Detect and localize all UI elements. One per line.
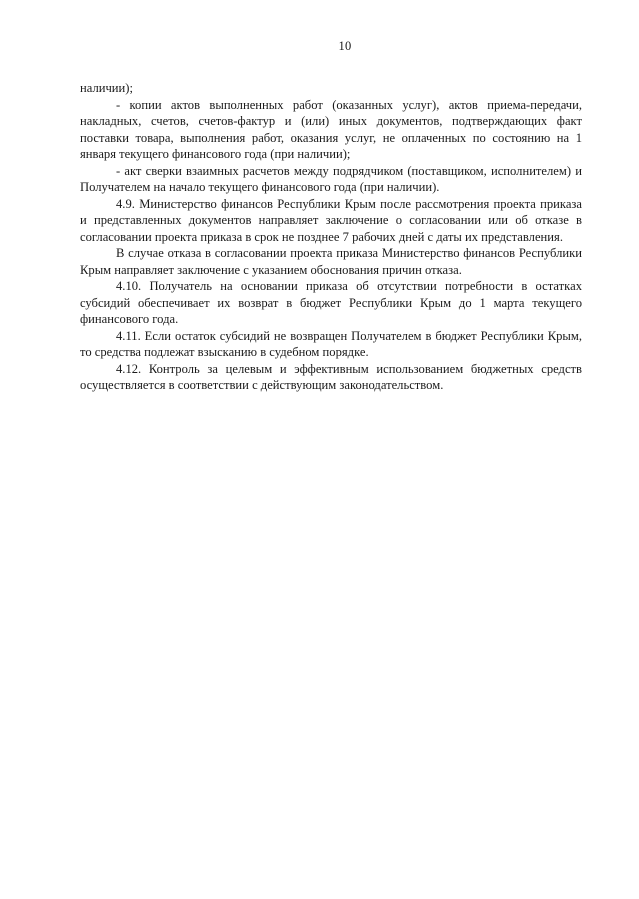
page-number: 10 [338,39,352,53]
paragraph-4-11: 4.11. Если остаток субсидий не возвращен Получателем в бюджет Республики Крым, то средства подлежат взысканию в судебном порядке. [80,328,582,359]
paragraph-acts-copies: - копии актов выполненных работ (оказанных услуг), актов приема-передачи, накладных, счетов, счетов-фактур и (или) иных документов, подтверждающих факт поставки товара, выполнения работ, оказания услуг, не оплаченных по состоянию на 1 января текущего финансового года (при наличии); [80,97,582,161]
paragraph-continuation: наличии); [80,81,133,95]
paragraph-refusal: В случае отказа в согласовании проекта приказа Министерство финансов Республики Крым направляет заключение с указанием обоснования причин отказа. [80,246,582,277]
paragraph-4-9: 4.9. Министерство финансов Республики Крым после рассмотрения проекта приказа и представленных документов направляет заключение о согласовании или об отказе в согласовании проекта приказа в срок не позднее 7 рабочих дней с даты их представления. [80,196,582,244]
paragraph-4-10: 4.10. Получатель на основании приказа об отсутствии потребности в остатках субсидий обеспечивает их возврат в бюджет Республики Крым до 1 марта текущего финансового года. [80,279,582,326]
paragraph-reconciliation-act: - акт сверки взаимных расчетов между подрядчиком (поставщиком, исполнителем) и Получателем на начало текущего финансового года (при наличии). [80,163,582,194]
document-body [80,80,582,394]
paragraph-4-12: 4.12. Контроль за целевым и эффективным использованием бюджетных средств осуществляется в соответствии с действующим законодательством. [80,361,582,392]
